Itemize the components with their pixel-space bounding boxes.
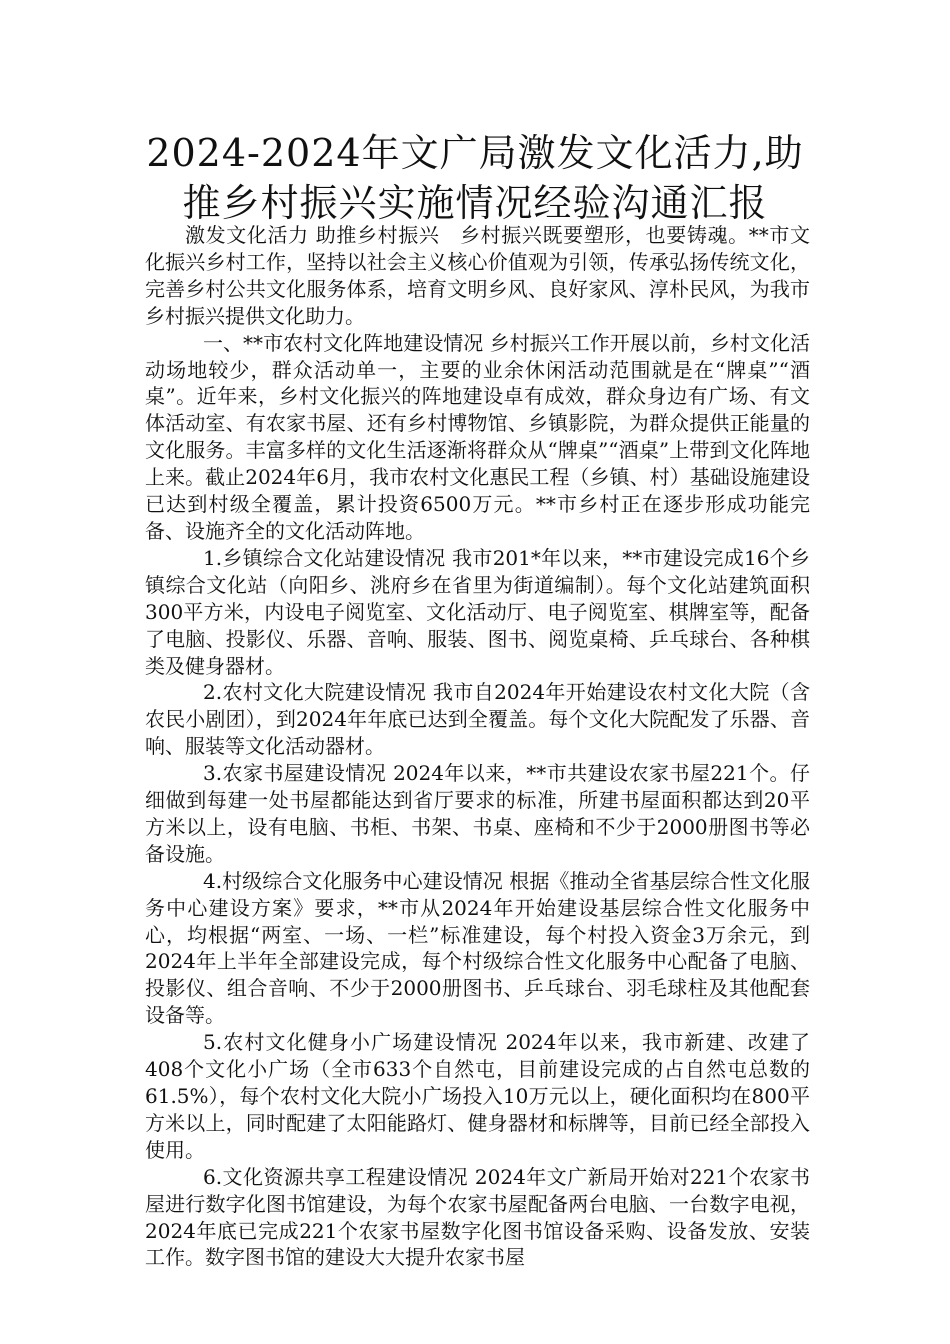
paragraph-section-1: 一、**市农村文化阵地建设情况 乡村振兴工作开展以前，乡村文化活动场地较少，群众活动单一，主要的业余休闲活动范围就是在“牌桌”“酒桌”。近年来，乡村文化振兴的阵地建设卓有成效，群众身边有广场、有文体活动室、有农家书屋、还有乡村博物馆、乡镇影院，为群众提供正能量的文化服务。丰富多样的文化生活逐渐将群众从“牌桌”“酒桌”上带到文化阵地上来。截止2024年6月，我市农村文化惠民工程（乡镇、村）基础设施建设已达到村级全覆盖，累计投资6500万元。**市乡村正在逐步形成功能完备、设施齐全的文化活动阵地。 (145, 330, 810, 543)
document-title: 2024-2024年文广局激发文化活力,助推乡村振兴实施情况经验沟通汇报 (146, 131, 804, 225)
paragraph-item-2: 2.农村文化大院建设情况 我市自2024年开始建设农村文化大院（含农民小剧团），到2024年年底已达到全覆盖。每个文化大院配发了乐器、音响、服装等文化活动器材。 (145, 680, 810, 759)
document-body (145, 222, 810, 1271)
paragraph-item-5: 5.农村文化健身小广场建设情况 2024年以来，我市新建、改建了408个文化小广场（全市633个自然屯，目前建设完成的占自然屯总数的61.5%），每个农村文化大院小广场投入10万元以上，硬化面积均在800平方米以上，同时配建了太阳能路灯、健身器材和标牌等，目前已经全部投入使用。 (145, 1030, 810, 1162)
paragraph-item-4: 4.村级综合文化服务中心建设情况 根据《推动全省基层综合性文化服务中心建设方案》要求，**市从2024年开始建设基层综合性文化服务中心，均根据“两室、一场、一栏”标准建设，每个村投入资金3万余元，到2024年上半年全部建设完成，每个村级综合性文化服务中心配备了电脑、投影仪、组合音响、不少于2000册图书、乒乓球台、羽毛球柱及其他配套设备等。 (145, 868, 810, 1028)
paragraph-item-3: 3.农家书屋建设情况 2024年以来，**市共建设农家书屋221个。仔细做到每建一处书屋都能达到省厅要求的标准，所建书屋面积都达到20平方米以上，设有电脑、书柜、书架、书桌、座椅和不少于2000册图书等必备设施。 (145, 761, 810, 866)
paragraph-intro: 激发文化活力 助推乡村振兴 乡村振兴既要塑形，也要铸魂。**市文化振兴乡村工作，坚持以社会主义核心价值观为引领，传承弘扬传统文化，完善乡村公共文化服务体系，培育文明乡风、良好家风、淳朴民风，为我市乡村振兴提供文化助力。 (145, 223, 810, 328)
paragraph-item-1: 1.乡镇综合文化站建设情况 我市201*年以来，**市建设完成16个乡镇综合文化站（向阳乡、洮府乡在省里为街道编制）。每个文化站建筑面积300平方米，内设电子阅览室、文化活动厅、电子阅览室、棋牌室等，配备了电脑、投影仪、乐器、音响、服装、图书、阅览桌椅、乒乓球台、各种棋类及健身器材。 (145, 545, 810, 678)
paragraph-item-6: 6.文化资源共享工程建设情况 2024年文广新局开始对221个农家书屋进行数字化图书馆建设，为每个农家书屋配备两台电脑、一台数字电视，2024年底已完成221个农家书屋数字化图书馆设备采购、设备发放、安装工作。数字图书馆的建设大大提升农家书屋 (145, 1164, 810, 1270)
